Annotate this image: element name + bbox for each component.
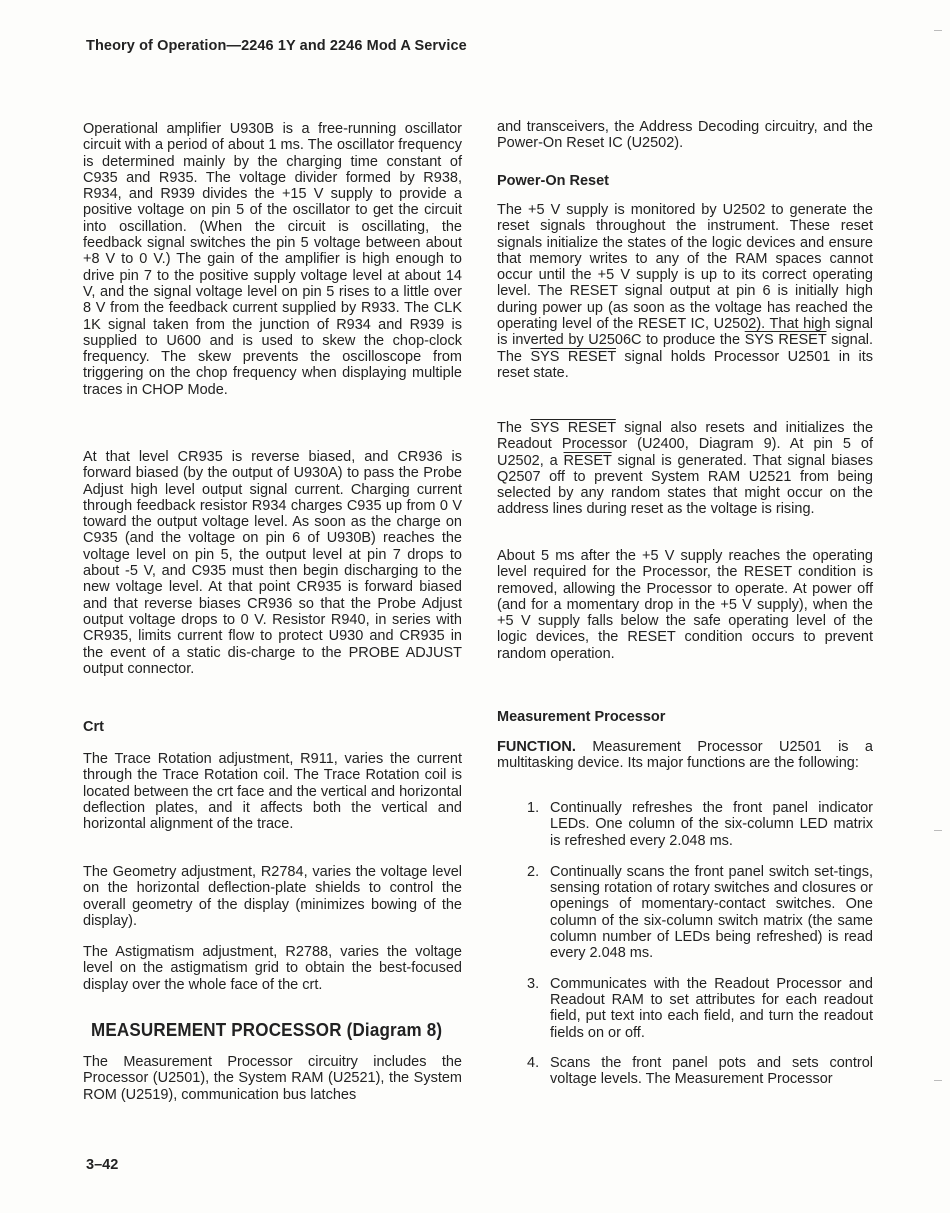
sys-reset-signal: SYS RESET <box>530 420 616 436</box>
measurement-processor-intro: The Measurement Processor circuitry includes the Processor (U2501), the System RAM (U2521), the System ROM (U2519), communication bus latches <box>83 1054 462 1103</box>
measurement-processor-subheading: Measurement Processor <box>497 709 666 725</box>
crt-heading: Crt <box>83 719 104 735</box>
list-item: 1. Continually refreshes the front panel indicator LEDs. One column of the six-column LED matrix is refreshed every 2.048 ms. <box>527 800 873 849</box>
continuation-paragraph: and transceivers, the Address Decoding circuitry, and the Power-On Reset IC (U2502). <box>497 119 873 152</box>
list-item: 3. Communicates with the Readout Processor and Readout RAM to set attributes for each readout field, put text into each field, and turn the readout fields on or off. <box>527 975 873 1041</box>
sys-reset-signal: SYS RESET <box>744 332 827 349</box>
measurement-processor-section-heading: MEASUREMENT PROCESSOR (Diagram 8) <box>91 1019 443 1040</box>
scan-edge-mark <box>934 30 942 31</box>
oscillator-paragraph: Operational amplifier U930B is a free-running oscillator circuit with a period of about 1 ms. The oscillator frequency is determined mainly by the charging time constant of C935 and R935. The voltage divider formed by R938, R934, and R939 divides the +15 V supply to provide a positive voltage on pin 5 of the oscillator to get the circuit into oscillation. (When the circuit is oscillating, the feedback signal switches the pin 5 voltage between about +8 V to 0 V.) The gain of the amplifier is high enough to drive pin 7 to the positive supply voltage level at about 14 V, and the signal voltage level on pin 5 rises to a little over 8 V from the feedback current supplied by R933. The CLK 1K signal taken from the junction of R934 and R939 is supplied to U600 and is used to skew the chop-clock frequency. The skew prevents the oscilloscope from triggering on the chop frequency when displaying multiple traces in CHOP Mode. <box>83 121 462 398</box>
power-on-reset-heading: Power-On Reset <box>497 173 609 189</box>
power-on-reset-paragraph-3: About 5 ms after the +5 V supply reaches the operating level required for the Processor, the RESET condition is removed, allowing the Processor to operate. At power off (and for a momentary drop in the +5 V supply), when the +5 V supply falls below the safe operating level of the logic devices, the RESET condition occurs to prevent random operation. <box>497 548 873 662</box>
trace-rotation-paragraph: The Trace Rotation adjustment, R911, varies the current through the Trace Rotation coil. The Trace Rotation coil is located between the crt face and the vertical and horizontal deflection plates, and it affects both the vertical and horizontal alignment of the trace. <box>83 751 462 833</box>
sys-reset-signal: SYS RESET <box>530 348 616 365</box>
function-lead: FUNCTION. <box>497 739 576 755</box>
reset-signal: RESET <box>563 452 612 469</box>
astigmatism-paragraph: The Astigmatism adjustment, R2788, varies the voltage level on the astigmatism grid to obtain the best-focused display over the whole face of the crt. <box>83 944 462 993</box>
scan-edge-mark <box>934 830 942 831</box>
function-paragraph: FUNCTION. Measurement Processor U2501 is a multitasking device. Its major functions are the following: <box>497 739 873 772</box>
running-head: Theory of Operation—2246 1Y and 2246 Mod A Service <box>86 38 467 54</box>
list-item: 4. Scans the front panel pots and sets control voltage levels. The Measurement Processor <box>527 1054 873 1088</box>
page-number: 3–42 <box>86 1157 119 1173</box>
list-item: 2. Continually scans the front panel switch set-tings, sensing rotation of rotary switches and closures or openings of momentary-contact switches. One column of the six-column switch matrix (the same column number of LEDs being refreshed) is read every 2.048 ms. <box>527 863 873 962</box>
power-on-reset-paragraph-1: The +5 V supply is monitored by U2502 to generate the reset signals throughout the instrument. These reset signals initialize the states of the logic devices and ensure that memory writes to any of the RAM spaces cannot occur until the +5 V supply is up to its correct operating level. The RESET signal output at pin 6 is initially high during power up (as soon as the voltage has reached the operating level of the RESET IC, U2502). That high signal is inverted by U2506C to produce the SYS RESET signal. The SYS RESET signal holds Processor U2501 in its reset state. <box>497 202 874 381</box>
probe-adjust-paragraph: At that level CR935 is reverse biased, and CR936 is forward biased (by the output of U930A) to pass the Probe Adjust high level output signal current. Charging current through feedback resistor R934 charges C935 up from 0 V toward the output voltage level. As soon as the charge on C935 (and the voltage on pin 6 of U930B) reaches the voltage level on pin 5, the output level at pin 7 drops to about -5 V, and C935 must then begin discharging to the new voltage level. At that point CR935 is forward biased and that reverse biases CR936 so that the Probe Adjust output voltage drops to 0 V. Resistor R940, in series with CR935, limits current flow to protect U930 and CR935 in the event of a static dis-charge to the PROBE ADJUST output connector. <box>83 449 462 677</box>
function-list <box>497 800 873 1087</box>
geometry-paragraph: The Geometry adjustment, R2784, varies the voltage level on the horizontal deflection-plate shields to control the overall geometry of the display (minimizes bowing of the display). <box>83 864 462 929</box>
scan-edge-mark <box>934 1080 942 1081</box>
power-on-reset-paragraph-2: The SYS RESET signal also resets and initializes the Readout Processor (U2400, Diagram 9). At pin 5 of U2502, a RESET signal is generated. That signal biases Q2507 off to prevent System RAM U2521 from being selected by any random states that might occur on the address lines during reset as the voltage is rising. <box>497 420 874 518</box>
